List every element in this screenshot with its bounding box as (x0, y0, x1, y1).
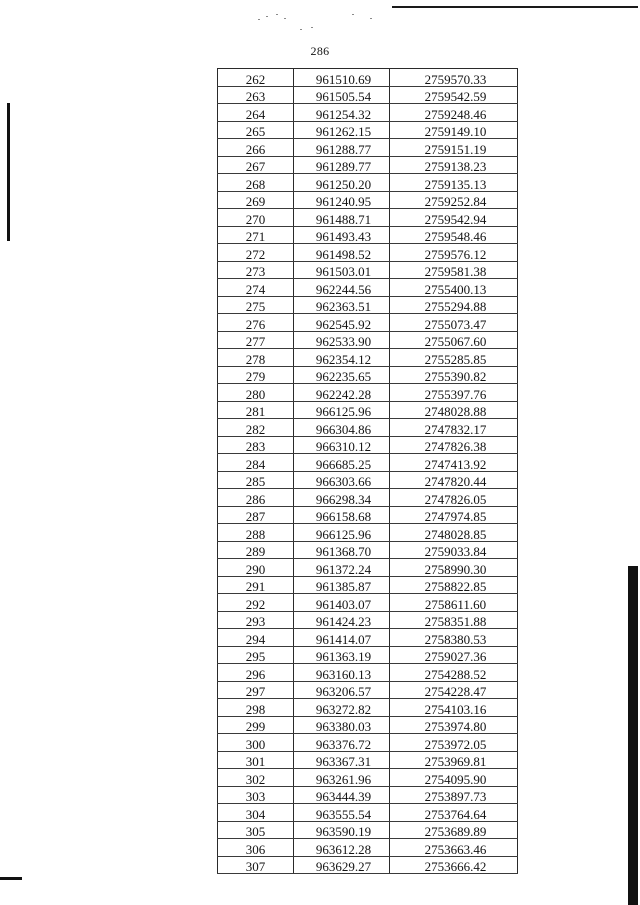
table-cell-y: 2759248.46 (390, 104, 518, 122)
table-cell-point: 292 (218, 594, 294, 612)
table-cell-y: 2759576.12 (390, 244, 518, 262)
table-cell-y: 2747413.92 (390, 454, 518, 472)
table-cell-point: 293 (218, 611, 294, 629)
table-cell-point: 300 (218, 734, 294, 752)
table-cell-x: 962242.28 (294, 384, 390, 402)
table-cell-y: 2755294.88 (390, 296, 518, 314)
table-cell-x: 961505.54 (294, 86, 390, 104)
table-cell-y: 2754288.52 (390, 664, 518, 682)
table-cell-y: 2754103.16 (390, 699, 518, 717)
table-cell-x: 961262.15 (294, 121, 390, 139)
table-cell-x: 961363.19 (294, 646, 390, 664)
table-cell-point: 270 (218, 209, 294, 227)
table-row (218, 786, 518, 804)
table-cell-x: 963272.82 (294, 699, 390, 717)
table-cell-point: 268 (218, 174, 294, 192)
table-cell-point: 282 (218, 419, 294, 437)
table-cell-x: 961372.24 (294, 559, 390, 577)
table-cell-y: 2758351.88 (390, 611, 518, 629)
table-row (218, 244, 518, 262)
table-cell-x: 966125.96 (294, 401, 390, 419)
table-cell-point: 284 (218, 454, 294, 472)
table-cell-y: 2754228.47 (390, 681, 518, 699)
table-cell-point: 276 (218, 314, 294, 332)
table-cell-x: 961503.01 (294, 261, 390, 279)
table-cell-point: 269 (218, 191, 294, 209)
table-row (218, 86, 518, 104)
table-row (218, 681, 518, 699)
table-row (218, 384, 518, 402)
table-cell-y: 2753972.05 (390, 734, 518, 752)
table-cell-point: 301 (218, 751, 294, 769)
table-cell-x: 966158.68 (294, 506, 390, 524)
table-row (218, 419, 518, 437)
table-cell-point: 285 (218, 471, 294, 489)
table-cell-y: 2747826.05 (390, 489, 518, 507)
table-row (218, 839, 518, 857)
table-cell-x: 962363.51 (294, 296, 390, 314)
table-cell-y: 2755397.76 (390, 384, 518, 402)
table-cell-point: 273 (218, 261, 294, 279)
table-cell-y: 2759548.46 (390, 226, 518, 244)
table-cell-point: 277 (218, 331, 294, 349)
table-row (218, 314, 518, 332)
table-cell-x: 961493.43 (294, 226, 390, 244)
table-cell-x: 961289.77 (294, 156, 390, 174)
table-cell-point: 264 (218, 104, 294, 122)
table-cell-point: 297 (218, 681, 294, 699)
table-cell-point: 267 (218, 156, 294, 174)
table-cell-point: 299 (218, 716, 294, 734)
table-row (218, 699, 518, 717)
table-row (218, 629, 518, 647)
table-cell-y: 2759033.84 (390, 541, 518, 559)
table-row (218, 121, 518, 139)
table-row (218, 716, 518, 734)
right-scan-bar (628, 566, 638, 905)
table-cell-x: 962545.92 (294, 314, 390, 332)
table-cell-y: 2759570.33 (390, 69, 518, 87)
table-cell-y: 2759252.84 (390, 191, 518, 209)
table-cell-y: 2753663.46 (390, 839, 518, 857)
table-row (218, 471, 518, 489)
table-row (218, 594, 518, 612)
table-cell-x: 961250.20 (294, 174, 390, 192)
table-row (218, 751, 518, 769)
table-cell-x: 963380.03 (294, 716, 390, 734)
table-cell-x: 963612.28 (294, 839, 390, 857)
table-cell-y: 2759542.59 (390, 86, 518, 104)
bottom-left-scan-mark (0, 877, 22, 880)
table-cell-point: 280 (218, 384, 294, 402)
table-cell-x: 961368.70 (294, 541, 390, 559)
table-cell-point: 306 (218, 839, 294, 857)
table-cell-y: 2755067.60 (390, 331, 518, 349)
table-cell-x: 963590.19 (294, 821, 390, 839)
table-cell-point: 275 (218, 296, 294, 314)
table-cell-y: 2755390.82 (390, 366, 518, 384)
table-row (218, 226, 518, 244)
table-cell-point: 294 (218, 629, 294, 647)
top-rule (392, 6, 638, 8)
table-cell-x: 962354.12 (294, 349, 390, 367)
table-cell-point: 278 (218, 349, 294, 367)
table-cell-y: 2748028.88 (390, 401, 518, 419)
table-cell-x: 966298.34 (294, 489, 390, 507)
table-cell-point: 291 (218, 576, 294, 594)
table-cell-y: 2747832.17 (390, 419, 518, 437)
table-cell-x: 963261.96 (294, 769, 390, 787)
table-cell-y: 2758380.53 (390, 629, 518, 647)
table-cell-point: 283 (218, 436, 294, 454)
table-cell-x: 966304.86 (294, 419, 390, 437)
table-row (218, 559, 518, 577)
table-cell-x: 961288.77 (294, 139, 390, 157)
table-cell-point: 287 (218, 506, 294, 524)
table-cell-x: 961385.87 (294, 576, 390, 594)
table-cell-x: 961254.32 (294, 104, 390, 122)
table-cell-y: 2759151.19 (390, 139, 518, 157)
table-cell-y: 2753689.89 (390, 821, 518, 839)
table-cell-x: 962235.65 (294, 366, 390, 384)
table-cell-point: 307 (218, 856, 294, 874)
table-row (218, 191, 518, 209)
table-cell-point: 263 (218, 86, 294, 104)
table-cell-x: 966685.25 (294, 454, 390, 472)
table-cell-x: 963206.57 (294, 681, 390, 699)
table-cell-y: 2753969.81 (390, 751, 518, 769)
table-cell-point: 279 (218, 366, 294, 384)
table-cell-x: 962244.56 (294, 279, 390, 297)
table-cell-x: 961498.52 (294, 244, 390, 262)
table-row (218, 279, 518, 297)
table-cell-point: 272 (218, 244, 294, 262)
table-row (218, 349, 518, 367)
table-row (218, 331, 518, 349)
table-cell-x: 966125.96 (294, 524, 390, 542)
table-cell-y: 2755073.47 (390, 314, 518, 332)
table-row (218, 296, 518, 314)
coordinate-table (217, 68, 518, 874)
table-row (218, 804, 518, 822)
table-cell-point: 295 (218, 646, 294, 664)
table-cell-y: 2753764.64 (390, 804, 518, 822)
table-cell-y: 2753666.42 (390, 856, 518, 874)
table-cell-point: 286 (218, 489, 294, 507)
table-cell-point: 302 (218, 769, 294, 787)
table-cell-x: 966303.66 (294, 471, 390, 489)
table-cell-y: 2759135.13 (390, 174, 518, 192)
table-cell-y: 2753974.80 (390, 716, 518, 734)
table-cell-point: 281 (218, 401, 294, 419)
table-row (218, 506, 518, 524)
table-cell-x: 966310.12 (294, 436, 390, 454)
table-row (218, 69, 518, 87)
table-cell-point: 303 (218, 786, 294, 804)
table-row (218, 856, 518, 874)
table-cell-x: 963629.27 (294, 856, 390, 874)
table-row (218, 436, 518, 454)
table-cell-x: 961424.23 (294, 611, 390, 629)
table-cell-y: 2747820.44 (390, 471, 518, 489)
table-cell-point: 304 (218, 804, 294, 822)
table-cell-point: 266 (218, 139, 294, 157)
table-cell-x: 963160.13 (294, 664, 390, 682)
table-cell-point: 274 (218, 279, 294, 297)
table-cell-x: 963555.54 (294, 804, 390, 822)
table-row (218, 734, 518, 752)
table-cell-y: 2758611.60 (390, 594, 518, 612)
table-cell-point: 298 (218, 699, 294, 717)
table-cell-point: 262 (218, 69, 294, 87)
table-cell-y: 2759138.23 (390, 156, 518, 174)
table-cell-y: 2759542.94 (390, 209, 518, 227)
table-row (218, 664, 518, 682)
table-row (218, 576, 518, 594)
table-row (218, 174, 518, 192)
table-cell-y: 2759581.38 (390, 261, 518, 279)
table-cell-x: 961510.69 (294, 69, 390, 87)
table-row (218, 611, 518, 629)
page-number: 286 (310, 44, 330, 58)
table-cell-point: 289 (218, 541, 294, 559)
table-cell-y: 2759027.36 (390, 646, 518, 664)
table-cell-x: 961403.07 (294, 594, 390, 612)
table-cell-x: 961240.95 (294, 191, 390, 209)
table-cell-y: 2754095.90 (390, 769, 518, 787)
table-row (218, 524, 518, 542)
table-cell-x: 961488.71 (294, 209, 390, 227)
left-scan-bar (7, 103, 10, 241)
table-row (218, 156, 518, 174)
table-cell-point: 271 (218, 226, 294, 244)
table-cell-point: 290 (218, 559, 294, 577)
table-cell-x: 963444.39 (294, 786, 390, 804)
table-cell-y: 2758990.30 (390, 559, 518, 577)
table-cell-y: 2753897.73 (390, 786, 518, 804)
table-row (218, 209, 518, 227)
table-cell-y: 2747974.85 (390, 506, 518, 524)
table-cell-y: 2755285.85 (390, 349, 518, 367)
table-row (218, 139, 518, 157)
table-row (218, 769, 518, 787)
table-row (218, 366, 518, 384)
table-row (218, 821, 518, 839)
table-cell-point: 296 (218, 664, 294, 682)
table-cell-y: 2758822.85 (390, 576, 518, 594)
table-cell-x: 963376.72 (294, 734, 390, 752)
table-cell-y: 2748028.85 (390, 524, 518, 542)
table-row (218, 401, 518, 419)
table-row (218, 646, 518, 664)
table-cell-y: 2747826.38 (390, 436, 518, 454)
table-row (218, 104, 518, 122)
table-cell-point: 265 (218, 121, 294, 139)
table-row (218, 454, 518, 472)
table-cell-x: 961414.07 (294, 629, 390, 647)
table-cell-point: 305 (218, 821, 294, 839)
table-cell-y: 2759149.10 (390, 121, 518, 139)
table-cell-y: 2755400.13 (390, 279, 518, 297)
table-cell-x: 962533.90 (294, 331, 390, 349)
table-row (218, 489, 518, 507)
table-row (218, 541, 518, 559)
table-row (218, 261, 518, 279)
table-cell-x: 963367.31 (294, 751, 390, 769)
table-cell-point: 288 (218, 524, 294, 542)
